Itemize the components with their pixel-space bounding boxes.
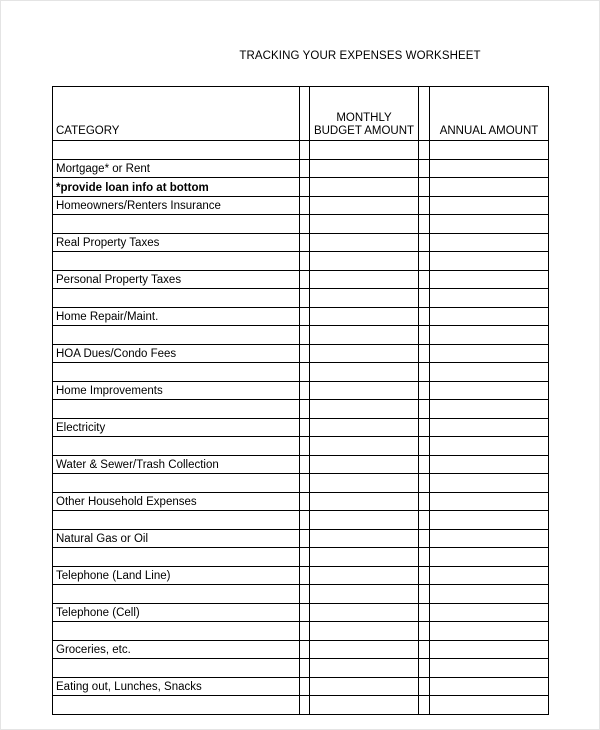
spacer-cell xyxy=(419,344,430,363)
spacer-cell xyxy=(300,622,310,641)
monthly-amount-cell[interactable] xyxy=(310,178,419,197)
monthly-amount-cell[interactable] xyxy=(310,548,419,567)
spacer-cell xyxy=(300,159,310,178)
spacer-cell xyxy=(419,640,430,659)
spacer-cell xyxy=(300,233,310,252)
annual-amount-cell[interactable] xyxy=(430,418,549,437)
category-cell: Water & Sewer/Trash Collection xyxy=(53,455,300,474)
annual-amount-cell[interactable] xyxy=(430,289,549,308)
monthly-amount-cell[interactable] xyxy=(310,640,419,659)
annual-amount-cell[interactable] xyxy=(430,677,549,696)
annual-amount-cell[interactable] xyxy=(430,326,549,345)
annual-amount-cell[interactable] xyxy=(430,178,549,197)
monthly-amount-cell[interactable] xyxy=(310,474,419,493)
annual-amount-cell[interactable] xyxy=(430,603,549,622)
table-row xyxy=(53,215,549,234)
monthly-amount-cell[interactable] xyxy=(310,307,419,326)
spacer-cell xyxy=(300,492,310,511)
spacer-cell xyxy=(300,178,310,197)
annual-amount-cell[interactable] xyxy=(430,233,549,252)
spacer-cell xyxy=(419,622,430,641)
monthly-amount-cell[interactable] xyxy=(310,233,419,252)
category-cell xyxy=(53,363,300,382)
spacer-cell xyxy=(419,529,430,548)
column-spacer xyxy=(419,87,430,141)
spacer-cell xyxy=(419,326,430,345)
category-cell xyxy=(53,474,300,493)
spacer-cell xyxy=(419,437,430,456)
spacer-cell xyxy=(300,400,310,419)
spacer-cell xyxy=(300,289,310,308)
spacer-cell xyxy=(419,307,430,326)
annual-amount-cell[interactable] xyxy=(430,548,549,567)
category-cell: Other Household Expenses xyxy=(53,492,300,511)
category-cell: Eating out, Lunches, Snacks xyxy=(53,677,300,696)
monthly-amount-cell[interactable] xyxy=(310,344,419,363)
spacer-cell xyxy=(300,474,310,493)
annual-amount-cell[interactable] xyxy=(430,363,549,382)
annual-amount-cell[interactable] xyxy=(430,307,549,326)
category-cell xyxy=(53,437,300,456)
monthly-amount-cell[interactable] xyxy=(310,511,419,530)
table-row xyxy=(53,159,549,178)
annual-amount-cell[interactable] xyxy=(430,492,549,511)
monthly-amount-cell[interactable] xyxy=(310,215,419,234)
table-row xyxy=(53,344,549,363)
category-cell: Telephone (Land Line) xyxy=(53,566,300,585)
category-cell: Telephone (Cell) xyxy=(53,603,300,622)
monthly-amount-cell[interactable] xyxy=(310,455,419,474)
spacer-cell xyxy=(419,363,430,382)
monthly-amount-cell[interactable] xyxy=(310,400,419,419)
category-cell xyxy=(53,511,300,530)
spacer-cell xyxy=(419,270,430,289)
spacer-cell xyxy=(300,307,310,326)
table-row xyxy=(53,437,549,456)
annual-amount-cell[interactable] xyxy=(430,566,549,585)
category-cell xyxy=(53,585,300,604)
spacer-cell xyxy=(419,566,430,585)
table-row xyxy=(53,270,549,289)
column-header-category: CATEGORY xyxy=(53,87,300,141)
annual-amount-cell[interactable] xyxy=(430,270,549,289)
spacer-cell xyxy=(419,492,430,511)
table-row xyxy=(53,252,549,271)
spacer-cell xyxy=(419,381,430,400)
table-row xyxy=(53,196,549,215)
spacer-cell xyxy=(300,677,310,696)
annual-amount-cell[interactable] xyxy=(430,196,549,215)
spacer-cell xyxy=(300,196,310,215)
table-row xyxy=(53,474,549,493)
table-row xyxy=(53,622,549,641)
monthly-header-line2: BUDGET AMOUNT xyxy=(313,125,415,137)
spacer-cell xyxy=(419,233,430,252)
annual-amount-cell[interactable] xyxy=(430,474,549,493)
category-cell xyxy=(53,696,300,715)
spacer-cell xyxy=(419,548,430,567)
spacer-cell xyxy=(300,437,310,456)
spacer-cell xyxy=(419,677,430,696)
monthly-amount-cell[interactable] xyxy=(310,270,419,289)
monthly-amount-cell[interactable] xyxy=(310,677,419,696)
spacer-cell xyxy=(419,196,430,215)
annual-amount-cell[interactable] xyxy=(430,529,549,548)
monthly-amount-cell[interactable] xyxy=(310,159,419,178)
table-row xyxy=(53,307,549,326)
spacer-cell xyxy=(419,215,430,234)
category-cell xyxy=(53,215,300,234)
table-row xyxy=(53,233,549,252)
table-row xyxy=(53,640,549,659)
spacer-cell xyxy=(419,400,430,419)
monthly-amount-cell[interactable] xyxy=(310,437,419,456)
annual-amount-cell[interactable] xyxy=(430,159,549,178)
table-row xyxy=(53,566,549,585)
annual-amount-cell[interactable] xyxy=(430,344,549,363)
table-row xyxy=(53,492,549,511)
annual-amount-cell[interactable] xyxy=(430,585,549,604)
monthly-amount-cell[interactable] xyxy=(310,326,419,345)
category-cell: Real Property Taxes xyxy=(53,233,300,252)
table-row xyxy=(53,363,549,382)
spacer-cell xyxy=(419,696,430,715)
monthly-amount-cell[interactable] xyxy=(310,696,419,715)
spacer-cell xyxy=(300,252,310,271)
spacer-cell xyxy=(300,455,310,474)
category-cell xyxy=(53,141,300,160)
monthly-amount-cell[interactable] xyxy=(310,141,419,160)
annual-amount-cell[interactable] xyxy=(430,252,549,271)
table-row xyxy=(53,400,549,419)
table-row xyxy=(53,381,549,400)
spacer-cell xyxy=(419,418,430,437)
category-cell: Natural Gas or Oil xyxy=(53,529,300,548)
annual-amount-cell[interactable] xyxy=(430,622,549,641)
spacer-cell xyxy=(300,659,310,678)
category-cell xyxy=(53,659,300,678)
table-header-row xyxy=(53,87,549,141)
spacer-cell xyxy=(300,363,310,382)
monthly-amount-cell[interactable] xyxy=(310,418,419,437)
table-row xyxy=(53,585,549,604)
spacer-cell xyxy=(300,344,310,363)
spacer-cell xyxy=(419,455,430,474)
spacer-cell xyxy=(300,696,310,715)
annual-amount-cell[interactable] xyxy=(430,696,549,715)
spacer-cell xyxy=(300,215,310,234)
annual-amount-cell[interactable] xyxy=(430,381,549,400)
spacer-cell xyxy=(300,585,310,604)
category-cell: HOA Dues/Condo Fees xyxy=(53,344,300,363)
spacer-cell xyxy=(419,159,430,178)
expenses-table xyxy=(52,86,549,715)
spacer-cell xyxy=(419,289,430,308)
spacer-cell xyxy=(419,511,430,530)
table-row xyxy=(53,326,549,345)
annual-amount-cell[interactable] xyxy=(430,511,549,530)
annual-amount-cell[interactable] xyxy=(430,640,549,659)
annual-amount-cell[interactable] xyxy=(430,437,549,456)
monthly-amount-cell[interactable] xyxy=(310,289,419,308)
table-row xyxy=(53,659,549,678)
monthly-amount-cell[interactable] xyxy=(310,363,419,382)
spacer-cell xyxy=(300,511,310,530)
category-cell: Mortgage* or Rent xyxy=(53,159,300,178)
spacer-cell xyxy=(300,548,310,567)
table-row xyxy=(53,677,549,696)
spacer-cell xyxy=(300,270,310,289)
spacer-cell xyxy=(300,640,310,659)
spacer-cell xyxy=(419,585,430,604)
monthly-amount-cell[interactable] xyxy=(310,622,419,641)
category-cell: Personal Property Taxes xyxy=(53,270,300,289)
monthly-amount-cell[interactable] xyxy=(310,196,419,215)
spacer-cell xyxy=(300,603,310,622)
monthly-amount-cell[interactable] xyxy=(310,529,419,548)
spacer-cell xyxy=(300,418,310,437)
spacer-cell xyxy=(419,178,430,197)
monthly-amount-cell[interactable] xyxy=(310,585,419,604)
table-row xyxy=(53,455,549,474)
category-cell xyxy=(53,400,300,419)
monthly-amount-cell[interactable] xyxy=(310,659,419,678)
column-header-monthly xyxy=(310,87,419,141)
category-cell: Groceries, etc. xyxy=(53,640,300,659)
category-cell: Home Repair/Maint. xyxy=(53,307,300,326)
category-cell xyxy=(53,622,300,641)
category-cell: *provide loan info at bottom xyxy=(53,178,300,197)
annual-amount-cell[interactable] xyxy=(430,455,549,474)
annual-amount-cell[interactable] xyxy=(430,215,549,234)
monthly-amount-cell[interactable] xyxy=(310,381,419,400)
table-row xyxy=(53,529,549,548)
table-row xyxy=(53,511,549,530)
category-cell: Home Improvements xyxy=(53,381,300,400)
spacer-cell xyxy=(419,141,430,160)
spacer-cell xyxy=(419,659,430,678)
column-header-annual: ANNUAL AMOUNT xyxy=(430,87,549,141)
column-spacer xyxy=(300,87,310,141)
spacer-cell xyxy=(419,603,430,622)
annual-amount-cell[interactable] xyxy=(430,141,549,160)
monthly-amount-cell[interactable] xyxy=(310,492,419,511)
spacer-cell xyxy=(419,474,430,493)
table-row xyxy=(53,603,549,622)
table-row xyxy=(53,696,549,715)
worksheet-title: TRACKING YOUR EXPENSES WORKSHEET xyxy=(239,50,481,62)
table-row xyxy=(53,289,549,308)
monthly-amount-cell[interactable] xyxy=(310,603,419,622)
table-row xyxy=(53,418,549,437)
table-row xyxy=(53,178,549,197)
spacer-cell xyxy=(300,326,310,345)
monthly-amount-cell[interactable] xyxy=(310,252,419,271)
category-cell xyxy=(53,548,300,567)
spacer-cell xyxy=(300,566,310,585)
spacer-cell xyxy=(300,529,310,548)
category-cell xyxy=(53,289,300,308)
annual-amount-cell[interactable] xyxy=(430,400,549,419)
spacer-cell xyxy=(300,381,310,400)
table-row xyxy=(53,548,549,567)
spacer-cell xyxy=(419,252,430,271)
category-cell xyxy=(53,252,300,271)
table-row xyxy=(53,141,549,160)
category-cell: Homeowners/Renters Insurance xyxy=(53,196,300,215)
monthly-header-line1: MONTHLY xyxy=(336,112,392,124)
category-cell xyxy=(53,326,300,345)
monthly-amount-cell[interactable] xyxy=(310,566,419,585)
spacer-cell xyxy=(300,141,310,160)
annual-amount-cell[interactable] xyxy=(430,659,549,678)
category-cell: Electricity xyxy=(53,418,300,437)
